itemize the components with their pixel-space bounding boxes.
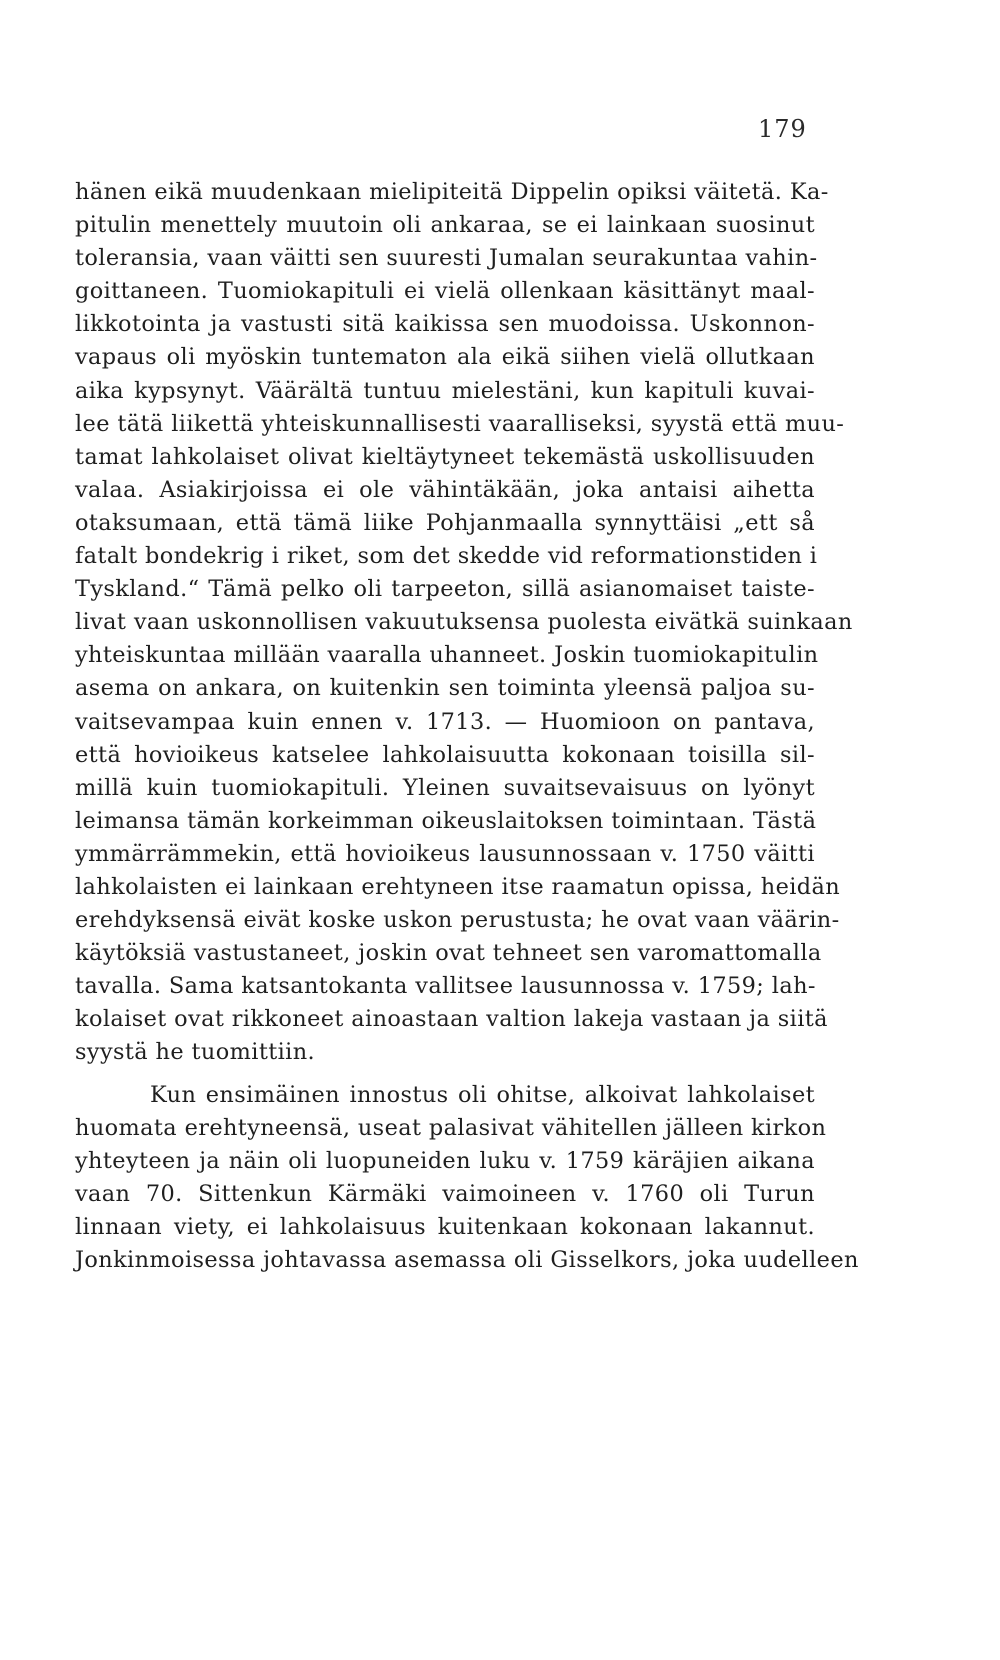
text-line: asema on ankara, on kuitenkin sen toiminta yleensä paljoa su- <box>75 675 815 702</box>
text-line: hänen eikä muudenkaan mielipiteitä Dippelin opiksi väitetä. Ka- <box>75 179 829 205</box>
text-line: ymmärrämmekin, että hovioikeus lausunnossaan v. 1750 väitti <box>75 840 815 867</box>
text-line: otaksumaan, että tämä liike Pohjanmaalla synnyttäisi „ett så <box>75 509 815 536</box>
page-number: 179 <box>758 115 807 143</box>
text-line: vaitsevampaa kuin ennen v. 1713. — Huomioon on pantava, <box>75 708 815 735</box>
paragraph-2 <box>75 1079 859 1278</box>
text-line: kolaiset ovat rikkoneet ainoastaan valtion lakeja vastaan ja siitä <box>75 1006 828 1033</box>
text-line: millä kuin tuomiokapituli. Yleinen suvaitsevaisuus on lyönyt <box>75 774 815 801</box>
text-line: yhteiskuntaa millään vaaralla uhanneet. Joskin tuomiokapitulin <box>75 642 819 669</box>
text-line: toleransia, vaan väitti sen suuresti Jumalan seurakuntaa vahin- <box>75 245 818 272</box>
text-line: vapaus oli myöskin tuntematon ala eikä siihen vielä ollutkaan <box>75 344 815 371</box>
text-line: erehdyksensä eivät koske uskon perustusta; he ovat vaan väärin- <box>75 907 840 934</box>
text-line: likkotointa ja vastusti sitä kaikissa sen muodoissa. Uskonnon- <box>75 311 815 338</box>
paragraph-1 <box>75 176 853 1070</box>
text-line: Tyskland.“ Tämä pelko oli tarpeeton, sillä asianomaiset taiste- <box>75 576 815 603</box>
text-line: pitulin menettely muutoin oli ankaraa, se ei lainkaan suosinut <box>75 212 815 239</box>
text-line: käytöksiä vastustaneet, joskin ovat tehneet sen varomattomalla <box>75 940 822 967</box>
text-line: lahkolaisten ei lainkaan erehtyneen itse raamatun opissa, heidän <box>75 873 841 900</box>
text-line: leimansa tämän korkeimman oikeuslaitoksen toimintaan. Tästä <box>75 807 817 834</box>
text-line: syystä he tuomittiin. <box>75 1039 316 1066</box>
text-line: livat vaan uskonnollisen vakuutuksensa puolesta eivätkä suinkaan <box>75 609 853 636</box>
text-line: tavalla. Sama katsantokanta vallitsee lausunnossa v. 1759; lah- <box>75 973 816 1000</box>
text-line: että hovioikeus katselee lahkolaisuutta kokonaan toisilla sil- <box>75 741 815 768</box>
text-line: huomata erehtyneensä, useat palasivat vähitellen jälleen kirkon <box>75 1114 827 1141</box>
paragraph-gap <box>75 1070 815 1079</box>
text-line: yhteyteen ja näin oli luopuneiden luku v. 1759 käräjien aikana <box>75 1147 815 1174</box>
text-line: lee tätä liikettä yhteiskunnallisesti vaaralliseksi, syystä että muu- <box>75 410 845 437</box>
text-line: Kun ensimäinen innostus oli ohitse, alkoivat lahkolaiset <box>150 1081 815 1108</box>
text-line: goittaneen. Tuomiokapituli ei vielä ollenkaan käsittänyt maal- <box>75 278 815 305</box>
text-line: aika kypsynyt. Väärältä tuntuu mielestäni, kun kapituli kuvai- <box>75 377 815 404</box>
text-line: valaa. Asiakirjoissa ei ole vähintäkään, joka antaisi aihetta <box>75 476 815 503</box>
body-text <box>75 176 859 1277</box>
text-line: fatalt bondekrig i riket, som det skedde vid reformationstiden i <box>75 543 818 570</box>
text-line: tamat lahkolaiset olivat kieltäytyneet tekemästä uskollisuuden <box>75 443 815 470</box>
text-line: Jonkinmoisessa johtavassa asemassa oli Gisselkors, joka uudelleen <box>75 1247 859 1273</box>
text-line: vaan 70. Sittenkun Kärmäki vaimoineen v. 1760 oli Turun <box>75 1180 815 1207</box>
text-line: linnaan viety, ei lahkolaisuus kuitenkaan kokonaan lakannut. <box>75 1213 815 1240</box>
